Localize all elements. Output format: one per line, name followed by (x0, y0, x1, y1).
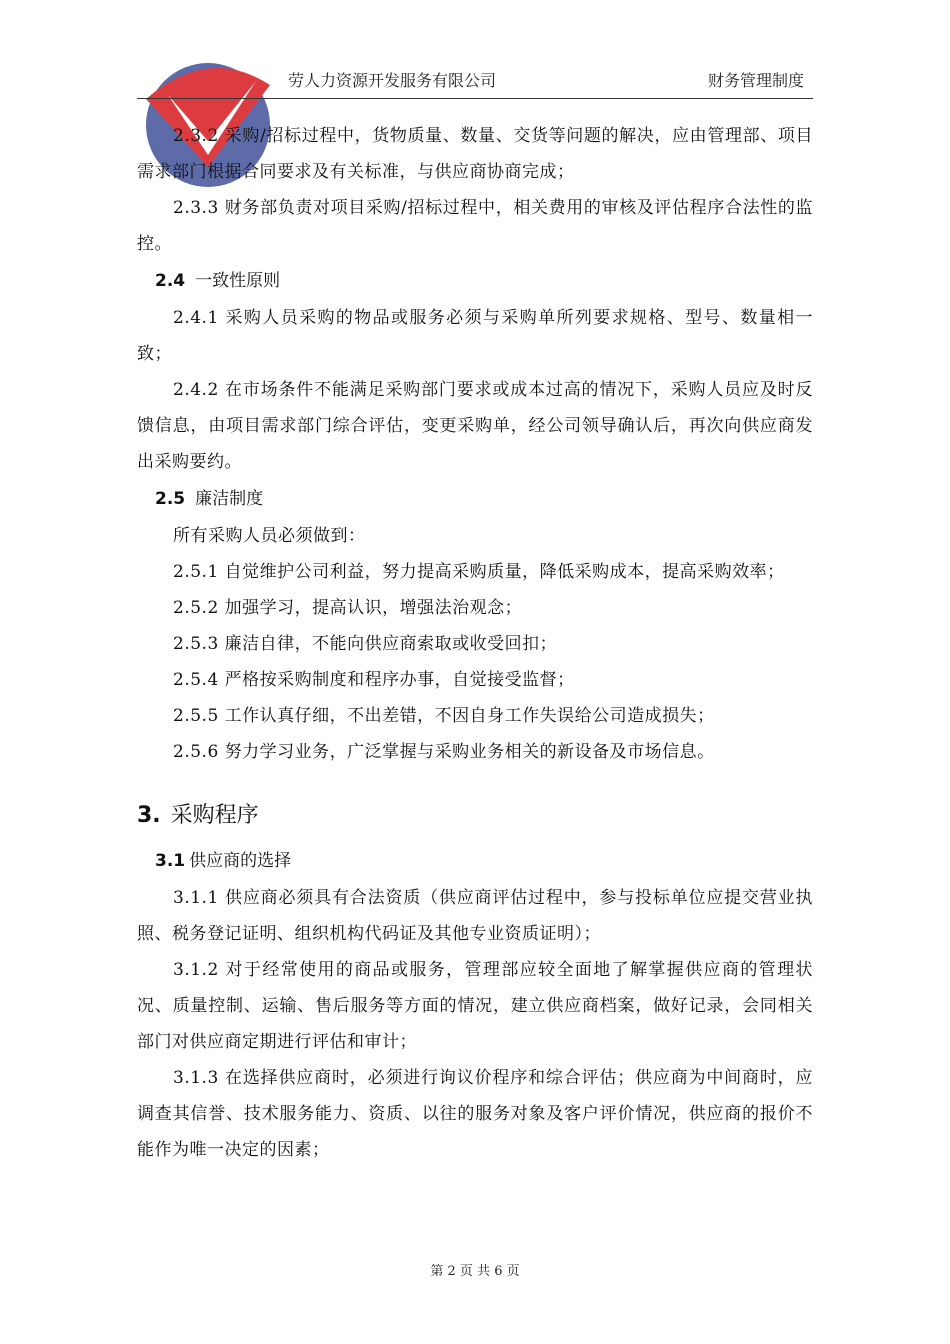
paragraph-3-1-2: 3.1.2 对于经常使用的商品或服务，管理部应较全面地了解掌握供应商的管理状况、质量控制、运输、售后服务等方面的情况，建立供应商档案，做好记录，会同相关部门对供应商定期进行评估和审计； (137, 960, 813, 1052)
paragraph-3-1-3: 3.1.3 在选择供应商时，必须进行询议价程序和综合评估；供应商为中间商时，应调查其信誉、技术服务能力、资质、以往的服务对象及客户评价情况，供应商的报价不能作为唯一决定的因素； (137, 1068, 813, 1160)
paragraph-2-5-1: 2.5.1 自觉维护公司利益，努力提高采购质量，降低采购成本，提高采购效率； (173, 562, 785, 582)
section-3-1-heading (137, 842, 813, 880)
paragraph-2-4-1: 2.4.1 采购人员采购的物品或服务必须与采购单所列要求规格、型号、数量相一致； (137, 308, 813, 364)
chapter-title: 采购程序 (170, 803, 259, 828)
paragraph-2-5-3: 2.5.3 廉洁自律，不能向供应商索取或收受回扣； (173, 634, 558, 654)
section-2-4-heading (137, 262, 813, 300)
paragraph-2-3-2: 2.3.2 采购/招标过程中，货物质量、数量、交货等问题的解决，应由管理部、项目需求部门根据合同要求及有关标准，与供应商协商完成； (137, 126, 813, 182)
section-title: 一致性原则 (195, 271, 281, 291)
header-document-title: 财务管理制度 (708, 71, 805, 90)
chapter-3-heading (137, 796, 813, 836)
paragraph-2-5-4: 2.5.4 严格按采购制度和程序办事，自觉接受监督； (173, 670, 575, 690)
section-2-5-heading (137, 480, 813, 518)
section-title: 供应商的选择 (189, 851, 292, 871)
section-number: 2.5 (155, 489, 186, 509)
paragraph-2-5-intro: 所有采购人员必须做到： (173, 526, 366, 546)
paragraph-2-4-2: 2.4.2 在市场条件不能满足采购部门要求或成本过高的情况下，采购人员应及时反馈信息，由项目需求部门综合评估，变更采购单，经公司领导确认后，再次向供应商发出采购要约。 (137, 380, 813, 472)
paragraph-2-5-6: 2.5.6 努力学习业务，广泛掌握与采购业务相关的新设备及市场信息。 (173, 742, 715, 762)
chapter-number: 3. (137, 803, 161, 828)
header-divider (137, 98, 813, 99)
paragraph-2-5-5: 2.5.5 工作认真仔细，不出差错，不因自身工作失误给公司造成损失； (173, 706, 715, 726)
paragraph-2-3-3: 2.3.3 财务部负责对项目采购/招标过程中，相关费用的审核及评估程序合法性的监控。 (137, 198, 813, 254)
paragraph-2-5-2: 2.5.2 加强学习，提高认识，增强法治观念； (173, 598, 523, 618)
page-footer: 第 2 页 共 6 页 (430, 1264, 520, 1279)
header-company-name: 劳人力资源开发服务有限公司 (288, 71, 497, 90)
section-number: 2.4 (155, 271, 186, 291)
section-number: 3.1 (155, 851, 186, 871)
document-body (137, 118, 813, 1168)
paragraph-3-1-1: 3.1.1 供应商必须具有合法资质（供应商评估过程中，参与投标单位应提交营业执照、税务登记证明、组织机构代码证及其他专业资质证明）； (137, 888, 813, 944)
section-title: 廉洁制度 (195, 489, 264, 509)
